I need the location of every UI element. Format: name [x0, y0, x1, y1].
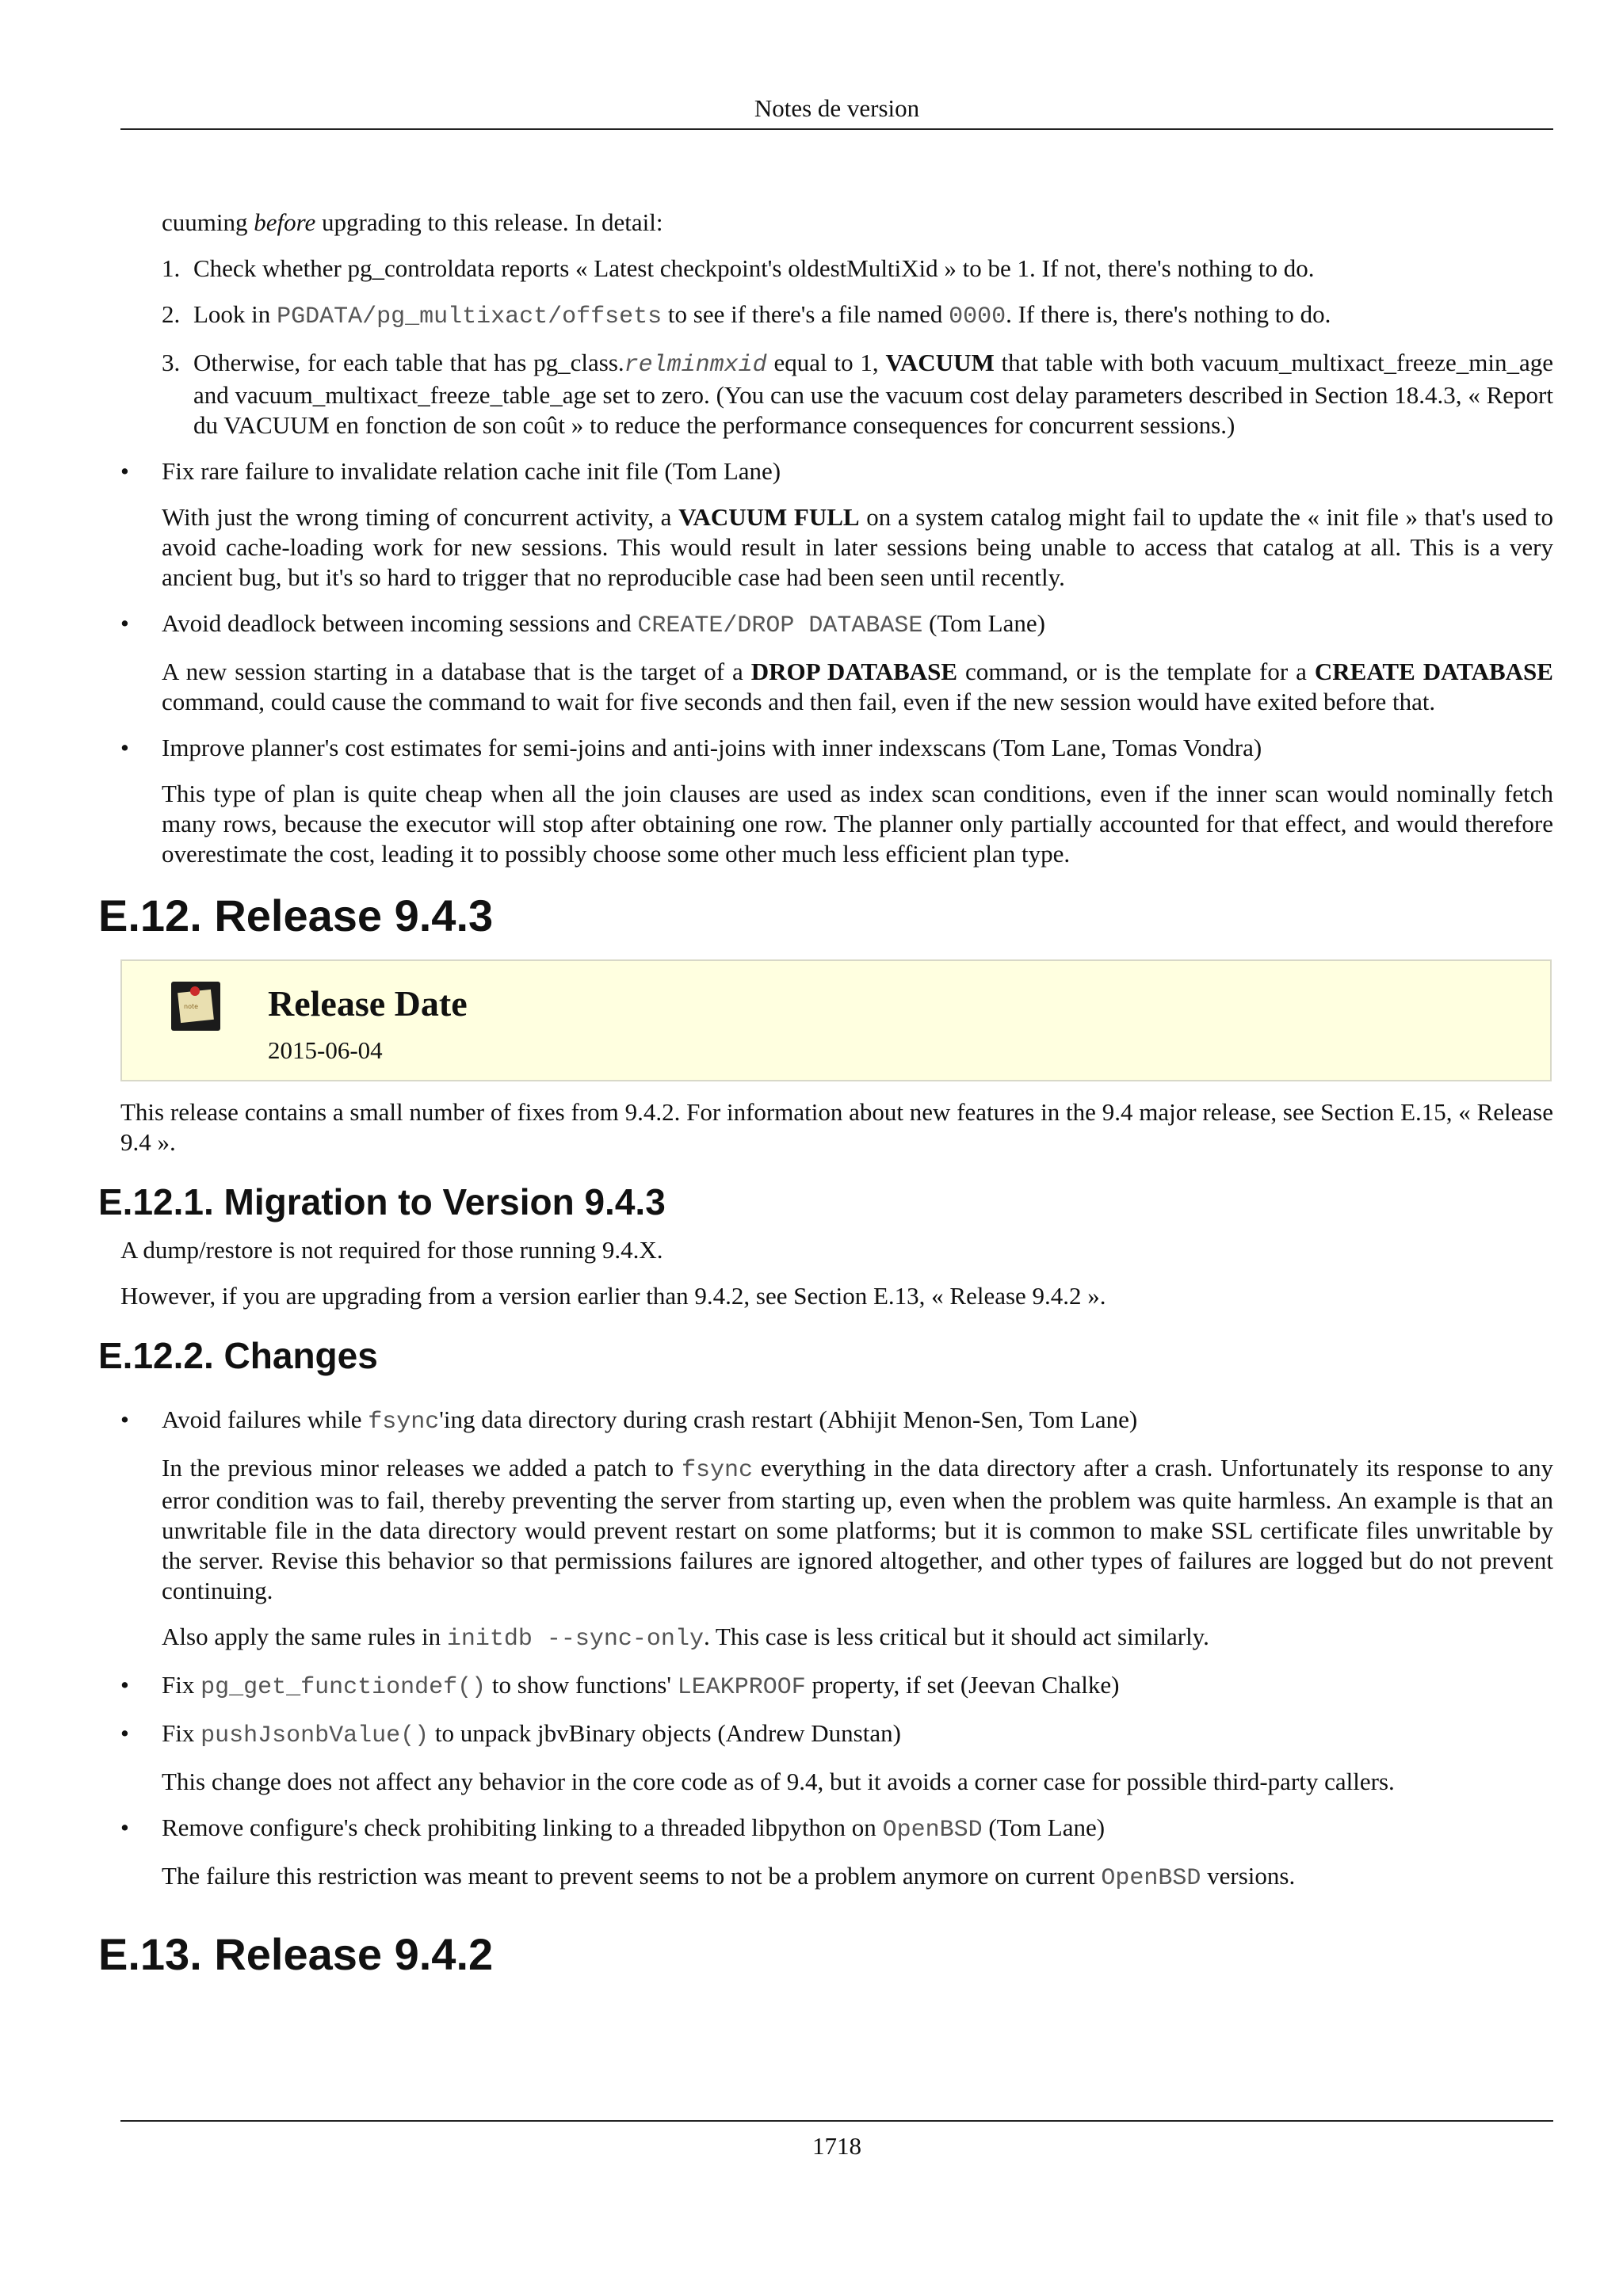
bullet-description: In the previous minor releases we added a patch to fsync everything in the data directory after a crash. Unfortunately its response to any error condition was to fail, thereby preventing the server from starting up, even when the problem was quite harmless. An example is that an unwritable file in the data directory would prevent restart on some platforms; but it is common to make SSL certificate files unwritable by the server. Revise this behavior so that permissions failures are ignored altogether, and other types of failures are logged but do not prevent continuing.	[162, 1454, 1553, 1604]
list-item: • Avoid failures while fsync'ing data directory during crash restart (Abhijit Menon-Sen, Tom Lane)	[120, 1405, 1138, 1436]
footer-rule	[120, 2120, 1553, 2122]
list-item: • Remove configure's check prohibiting linking to a threaded libpython on OpenBSD (Tom Lane)	[120, 1814, 1106, 1844]
code-path: PGDATA/pg_multixact/offsets	[277, 303, 663, 330]
release-date: 2015-06-04	[268, 1036, 383, 1064]
header-rule	[120, 128, 1553, 130]
page-number: 1718	[812, 2132, 861, 2160]
bullet-description: This type of plan is quite cheap when all the join clauses are used as index scan conditions, even if the inner scan would nominally fetch many rows, because the executor will stop after obtaining one row. The planner only partially accounted for that effect, and would therefore overestimate the cost, leading it to possibly choose some other much less efficient plan type.	[162, 780, 1553, 868]
section-heading-changes: E.12.2. Changes	[98, 1335, 378, 1376]
bullet-description: This change does not affect any behavior in the core code as of 9.4, but it avoids a corner case for possible third-party callers.	[162, 1768, 1395, 1795]
list-item: 3. Otherwise, for each table that has pg_class.relminmxid equal to 1, VACUUM that table with both vacuum_multixact_freeze_min_age and vacuum_multixact_freeze_table_age set to zero. (You can use the vacuum cost delay parameters described in Section 18.4.3, « Report du VACUUM en fonction de son coût » to reduce the performance consequences for concurrent sessions.)	[162, 349, 1553, 439]
intro-paragraph: cuuming before upgrading to this release. In detail:	[162, 208, 663, 236]
page-content	[0, 208, 1623, 1998]
code-column: relminmxid	[624, 352, 767, 379]
list-item: • Improve planner's cost estimates for semi-joins and anti-joins with inner indexscans (Tom Lane, Tomas Vondra)	[120, 734, 1262, 761]
section-heading-migration: E.12.1. Migration to Version 9.4.3	[98, 1181, 666, 1222]
list-item: • Fix pg_get_functiondef() to show functions' LEAKPROOF property, if set (Jeevan Chalke)	[120, 1671, 1120, 1701]
section-heading-e13: E.13. Release 9.4.2	[98, 1929, 494, 1979]
list-item: 2. Look in PGDATA/pg_multixact/offsets to see if there's a file named 0000. If there is, there's nothing to do.	[162, 300, 1331, 330]
list-item: • Fix rare failure to invalidate relation cache init file (Tom Lane)	[120, 457, 781, 485]
release-intro: This release contains a small number of fixes from 9.4.2. For information about new features in the 9.4 major release, see Section E.15, « Release 9.4 ».	[120, 1098, 1553, 1156]
migration-paragraph: A dump/restore is not required for those running 9.4.X.	[120, 1236, 663, 1264]
emphasis-before: before	[254, 208, 316, 236]
list-item: 1. Check whether pg_controldata reports « Latest checkpoint's oldestMultiXid » to be 1. If not, there's nothing to do.	[162, 254, 1315, 282]
bullet-description: Also apply the same rules in initdb --sync-only. This case is less critical but it should act similarly.	[162, 1623, 1209, 1653]
steps-list	[0, 254, 1623, 441]
bullet-description: The failure this restriction was meant to prevent seems to not be a problem anymore on current OpenBSD versions.	[162, 1862, 1296, 1892]
code-filename: 0000	[949, 303, 1006, 330]
note-title: Release Date	[268, 983, 468, 1024]
page-header-title: Notes de version	[754, 94, 920, 122]
command-vacuum: VACUUM	[885, 349, 995, 376]
list-item: • Fix pushJsonbValue() to unpack jbvBinary objects (Andrew Dunstan)	[120, 1719, 901, 1749]
note-icon: note	[171, 982, 220, 1031]
list-item: • Avoid deadlock between incoming sessions and CREATE/DROP DATABASE (Tom Lane)	[120, 609, 1045, 639]
migration-paragraph: However, if you are upgrading from a version earlier than 9.4.2, see Section E.13, « Release 9.4.2 ».	[120, 1282, 1106, 1310]
bullet-description: A new session starting in a database that is the target of a DROP DATABASE command, or is the template for a CREATE DATABASE command, could cause the command to wait for five seconds and then fail, even if the new session would have exited before that.	[162, 658, 1553, 715]
section-heading-e12: E.12. Release 9.4.3	[98, 891, 494, 940]
release-date-note	[120, 959, 1552, 1081]
bullet-description: With just the wrong timing of concurrent activity, a VACUUM FULL on a system catalog might fail to update the « init file » that's used to avoid cache-loading work for new sessions. This would result in later sessions being unable to access that catalog at all. This is a very ancient bug, but it's so hard to trigger that no reproducible case had been seen until recently.	[162, 503, 1553, 591]
